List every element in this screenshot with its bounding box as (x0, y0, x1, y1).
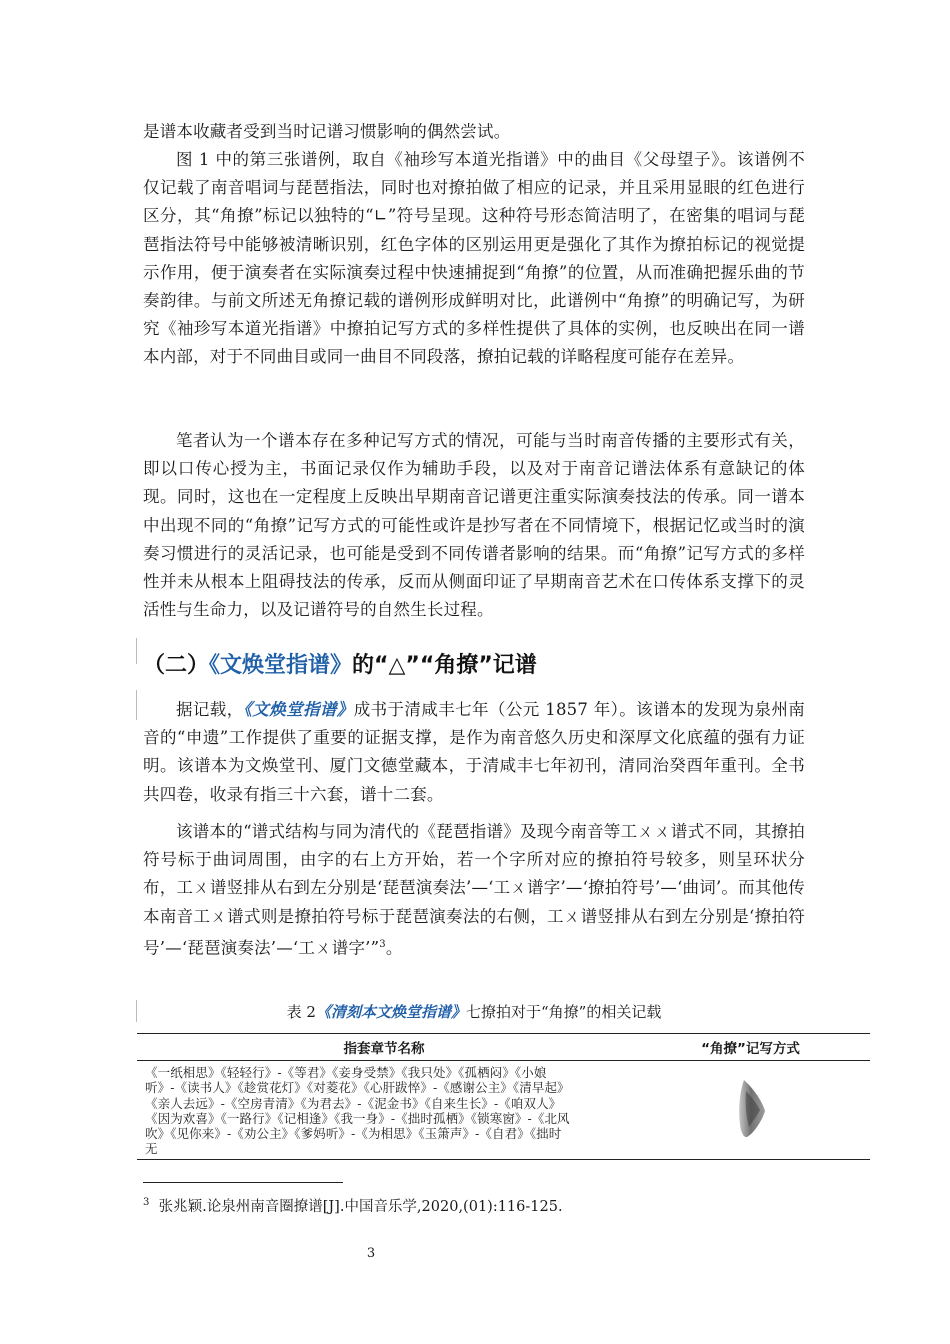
data-table (137, 1033, 870, 1160)
section-title-link[interactable]: 《文焕堂指谱》 (209, 653, 353, 678)
section-suffix: 的“△”“角撩”记谱 (352, 653, 537, 678)
footnote-text: 张兆颖.论泉州南音圈撩谱[J].中国音乐学,2020,(01):116-125. (158, 1198, 563, 1215)
caption-title-link[interactable]: 《清刻本文焕堂指谱》 (315, 1003, 466, 1021)
footnote-ref[interactable]: 3 (379, 938, 386, 950)
triangle-mark-icon (734, 1077, 770, 1141)
paragraph-3-body: 成书于清咸丰七年（公元 1857 年）。该谱本的发现为泉州南音的“申遗”工作提供了重要的证据支撑，是作为南音悠久历史和深厚文化底蕴的强有力证明。该谱本为文焕堂刊、厦门文德堂藏本，于清咸丰七年初刊，清同治癸酉年重刊。全书共四卷，收录有指三十六套，谱十二套。 (143, 700, 806, 804)
footnote-rule (143, 1182, 343, 1183)
page-number: 3 (366, 1246, 376, 1261)
paragraph-3-lead: 据记载， (176, 700, 244, 719)
paragraph-1: 图 1 中的第三张谱例，取自《袖珍写本道光指谱》中的曲目《父母望子》。该谱例不仅记载了南音唱词与琵琶指法，同时也对撩拍做了相应的记录，并且采用显眼的红色进行区分，其“角撩”标记以独特的“∟”符号呈现。这种符号形态简洁明了，在密集的唱词与琵琶指法符号中能够被清晰识别，红色字体的区别运用更是强化了其作为撩拍标记的视觉提示作用，便于演奏者在实际演奏过程中快速捕捉到“角撩”的位置，从而准确把握乐曲的节奏韵律。与前文所述无角撩记载的谱例形成鲜明对比，此谱例中“角撩”的明确记写，为研究《袖珍写本道光指谱》中撩拍记写方式的多样性提供了具体的实例，也反映出在同一谱本内部，对于不同曲目或同一曲目不同段落，撩拍记载的详略程度可能存在差异。 (143, 150, 805, 367)
margin-bar-table (136, 1000, 137, 1022)
margin-bar-top (136, 638, 137, 664)
footnote-number: 3 (143, 1197, 150, 1208)
margin-bar-bottom (136, 690, 137, 720)
table-caption (143, 1001, 805, 1023)
wenhuantang-title-link[interactable]: 《文焕堂指谱》 (243, 700, 354, 719)
caption-text: 七撩拍对于“角撩”的相关记载 (465, 1003, 662, 1021)
paragraph-0: 是谱本收藏者受到当时记谱习惯影响的偶然尝试。 (143, 122, 511, 141)
chapter-names-text: 《一纸相思》《轻轻行》-《等君》《妾身受禁》《我只处》《孤栖闷》《小娘听》-《读书人》《趁赏花灯》《对菱花》《心肝跋悴》-《感谢公主》《清早起》《亲人去远》-《空房青清》《为君去》-《泥金书》《自来生长》-《咱双人》《因为欢喜》《一路行》《记相逢》《我一身》-《拙时孤栖》《锁寒窗》-《北风吹》《见你来》-《劝公主》《爹妈听》-《为相思》《玉箫声》-《自君》《拙时无 (145, 1065, 570, 1157)
table-cell-symbol (631, 1061, 870, 1160)
table-header-notation: “角撩”记写方式 (631, 1034, 870, 1061)
section-prefix: （二） (143, 653, 210, 678)
table-header-chapter: 指套章节名称 (137, 1034, 631, 1061)
section-heading (143, 648, 537, 684)
paragraph-4-end: 。 (385, 938, 403, 958)
caption-label: 表 2 (286, 1003, 316, 1021)
paragraph-4-body: 该谱本的“谱式结构与同为清代的《琵琶指谱》及现今南音等工ㄨㄨ谱式不同，其撩拍符号标于曲词周围，由字的右上方开始，若一个字所对应的撩拍符号较多，则呈环状分布，工ㄨ谱竖排从右到左分别是‘琵琶演奏法’—‘工ㄨ谱字’—‘撩拍符号’—‘曲词’。而其他传本南音工ㄨ谱式则是撩拍符号标于琵琶演奏法的右侧，工ㄨ谱竖排从右到左分别是‘撩拍符号’—‘琵琶演奏法’—‘工ㄨ谱字’” (143, 822, 805, 958)
table-row (137, 1061, 870, 1160)
paragraph-2: 笔者认为一个谱本存在多种记写方式的情况，可能与当时南音传播的主要形式有关，即以口传心授为主，书面记录仅作为辅助手段，以及对于南音记谱法体系有意缺记的体现。同时，这也在一定程度上反映出早期南音记谱更注重实际演奏技法的传承。同一谱本中出现不同的“角撩”记写方式的可能性或许是抄写者在不同情境下，根据记忆或当时的演奏习惯进行的灵活记录，也可能是受到不同传谱者影响的结果。而“角撩”记写方式的多样性并未从根本上阻碍技法的传承，反而从侧面印证了早期南音艺术在口传体系支撑下的灵活性与生命力，以及记谱符号的自然生长过程。 (143, 431, 805, 620)
table-cell-names (137, 1061, 631, 1160)
table-header-row (137, 1034, 870, 1061)
paragraph-4 (143, 818, 805, 963)
paragraph-3 (143, 696, 805, 809)
footnote (143, 1192, 563, 1218)
